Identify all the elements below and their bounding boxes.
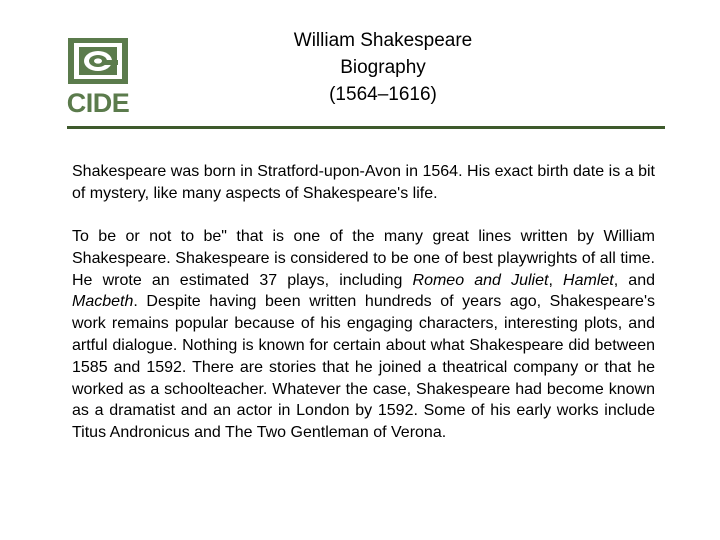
separator: , [548, 271, 564, 289]
cide-logo-icon [66, 38, 130, 86]
title-subtitle: Biography [340, 57, 426, 78]
cide-logo [66, 38, 130, 118]
paragraph-career-text-1: To be or not to be" that is one of the many great lines written by William Shakespeare. Shakespeare is considered to be one of best playwrights of all time. He wrote an estimated 37 plays, including [72, 228, 655, 289]
paragraph-career-text-2: . Despite having been written hundreds of years ago, Shakespeare's work remains popular because of his engaging characters, interesting plots, and artful dialogue. Nothing is known for certain about what Shakespeare did between 1585 and 1592. There are stories that he joined a theatrical company or that he worked as a schoolteacher. Whatever the case, Shakespeare had become known as a dramatist and an actor in London by 1592. Some of his early works include Titus Andronicus and The Two Gentleman of Verona. [72, 293, 655, 442]
page-title [230, 27, 536, 108]
title-name: William Shakespeare [293, 30, 473, 51]
header-divider [67, 126, 665, 129]
play-title-romeo-and-juliet: Romeo and Juliet [412, 271, 549, 289]
separator: , and [613, 271, 656, 289]
play-title-hamlet: Hamlet [563, 271, 614, 289]
cide-logo-text: CIDE [66, 88, 130, 118]
paragraph-career [72, 226, 655, 444]
play-title-macbeth: Macbeth [72, 293, 134, 311]
paragraph-birth: Shakespeare was born in Stratford-upon-Avon in 1564. His exact birth date is a bit of mystery, like many aspects of Shakespeare's life. [72, 163, 655, 202]
title-dates: (1564–1616) [329, 84, 437, 105]
